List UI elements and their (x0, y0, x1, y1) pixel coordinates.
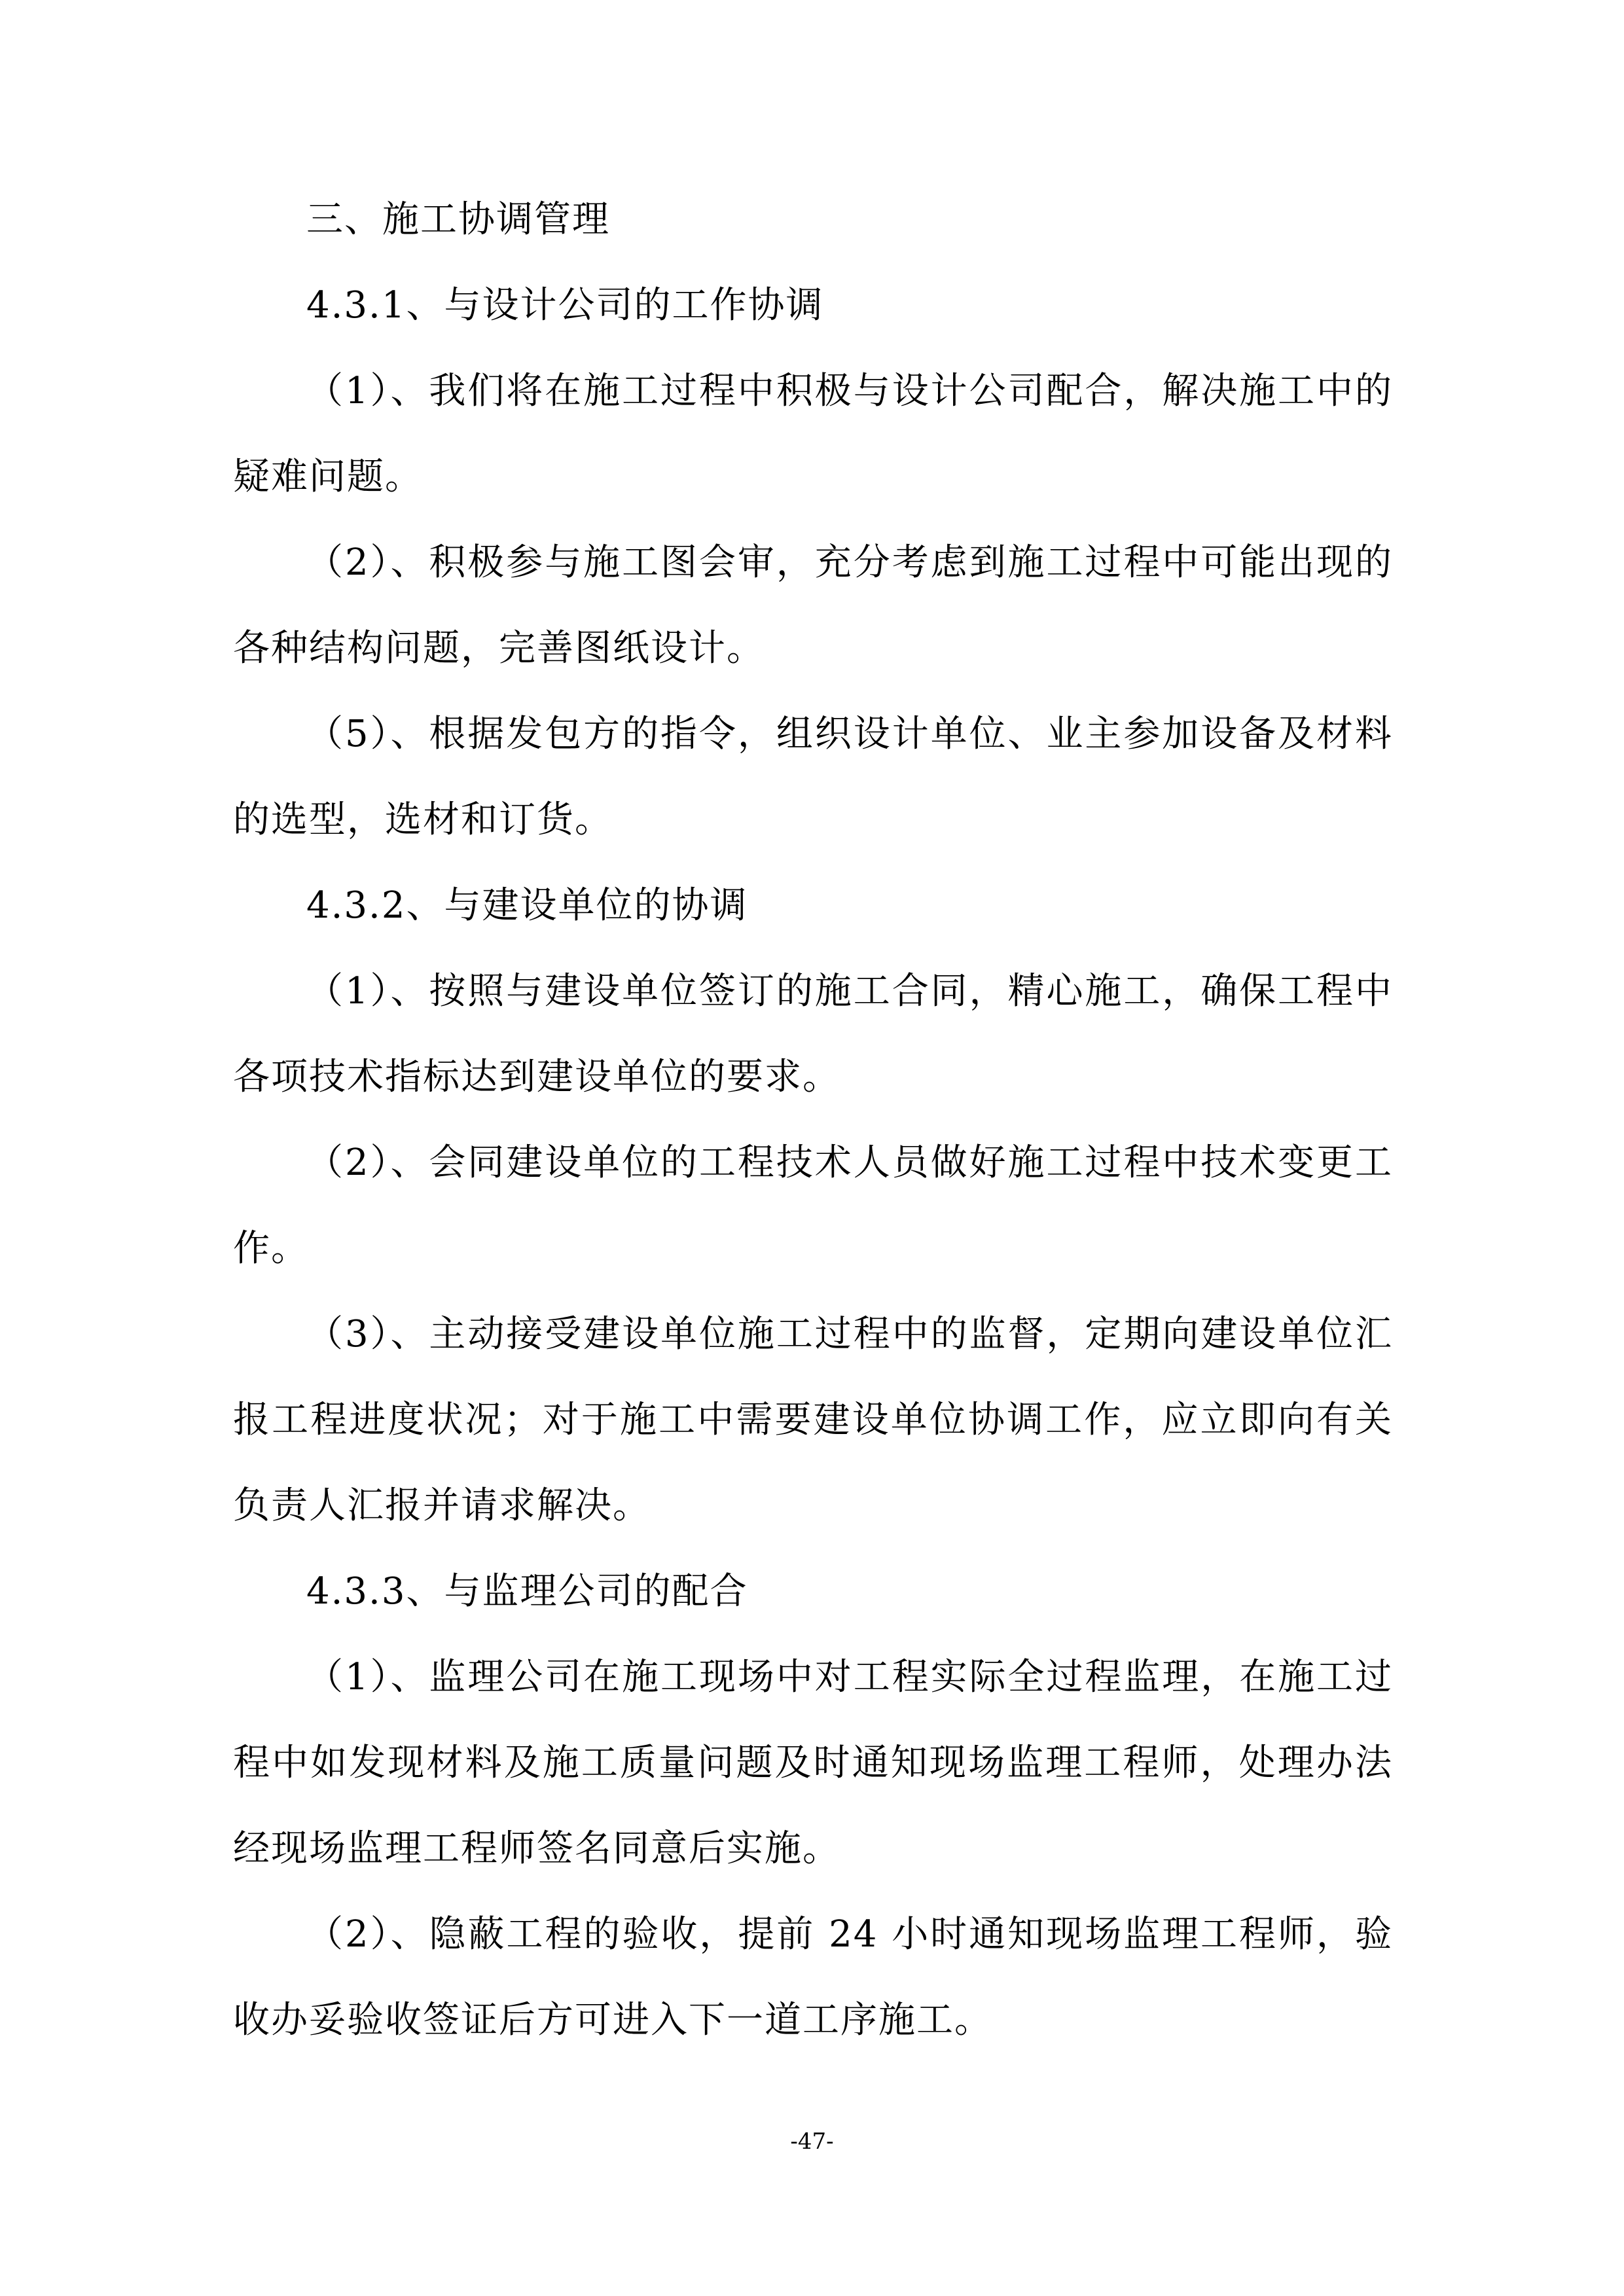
paragraph: （2）、会同建设单位的工程技术人员做好施工过程中技术变更工作。 (233, 1141, 1393, 1270)
paragraph: （1）、我们将在施工过程中积极与设计公司配合，解决施工中的疑难问题。 (233, 370, 1393, 498)
page-number: -47- (790, 2128, 834, 2155)
paragraph: （3）、主动接受建设单位施工过程中的监督，定期向建设单位汇报工程进度状况；对于施工中需要建设单位协调工作，应立即向有关负责人汇报并请求解决。 (233, 1313, 1393, 1527)
paragraph: （5）、根据发包方的指令，组织设计单位、业主参加设备及材料的选型，选材和订货。 (233, 713, 1393, 841)
paragraph: （1）、按照与建设单位签订的施工合同，精心施工，确保工程中各项技术指标达到建设单位的要求。 (233, 970, 1393, 1098)
subsection-heading: 4.3.1、与设计公司的工作协调 (306, 284, 824, 327)
paragraph: （2）、积极参与施工图会审，充分考虑到施工过程中可能出现的各种结构问题，完善图纸设计。 (233, 541, 1393, 670)
paragraph: （2）、隐蔽工程的验收，提前 24 小时通知现场监理工程师，验收办妥验收签证后方可进入下一道工序施工。 (233, 1913, 1393, 2041)
subsection-heading: 4.3.2、与建设单位的协调 (306, 884, 748, 927)
document-body (233, 177, 1393, 2063)
subsection-heading: 4.3.3、与监理公司的配合 (306, 1570, 748, 1613)
section-heading: 三、施工协调管理 (306, 198, 610, 241)
paragraph: （1）、监理公司在施工现场中对工程实际全过程监理，在施工过程中如发现材料及施工质量问题及时通知现场监理工程师，处理办法经现场监理工程师签名同意后实施。 (233, 1656, 1393, 1870)
